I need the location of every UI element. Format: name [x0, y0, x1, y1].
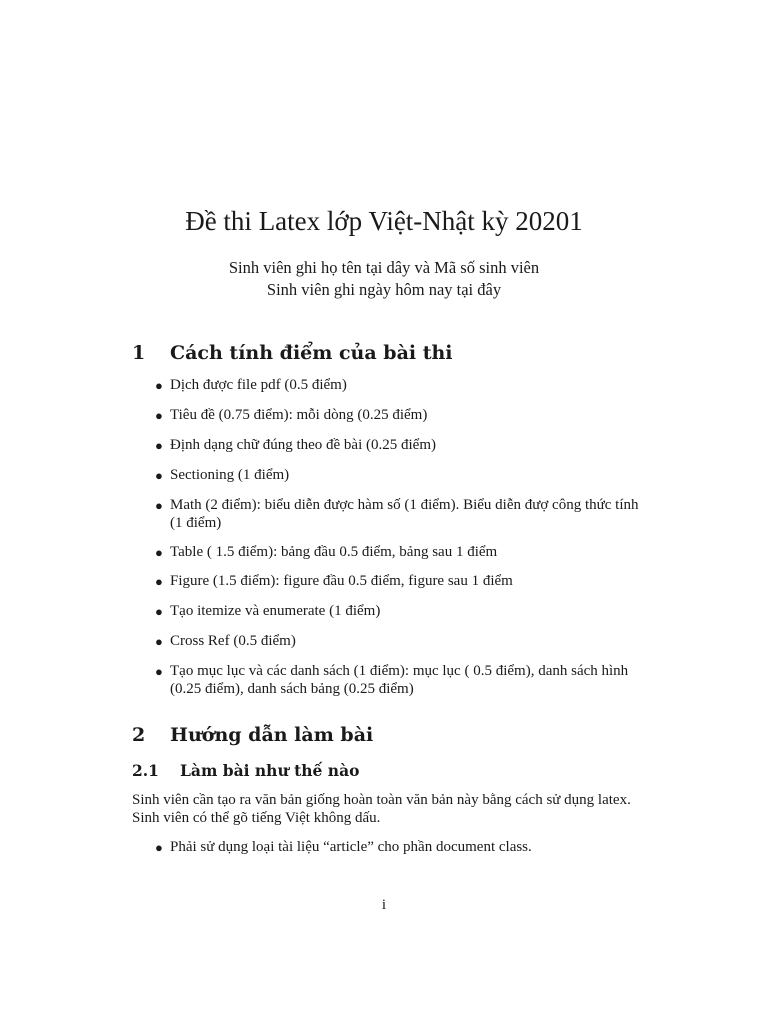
list-item — [155, 377, 645, 395]
section-title: Cách tính điểm của bài thi — [170, 342, 453, 364]
bullet-icon: ● — [155, 840, 163, 855]
section-title: Hướng dẫn làm bài — [170, 724, 374, 746]
bullet-icon: ● — [155, 604, 163, 619]
list-item — [155, 497, 645, 532]
bullet-icon: ● — [155, 468, 163, 483]
bullet-icon: ● — [155, 634, 163, 649]
list-item — [155, 437, 645, 455]
subsection-title: Làm bài như thế nào — [180, 761, 360, 780]
list-item-text: Table ( 1.5 điểm): bảng đầu 0.5 điểm, bảng sau 1 điểm — [170, 544, 498, 560]
bullet-icon: ● — [155, 378, 163, 393]
author-line-name: Sinh viên ghi họ tên tại dây và Mã số sinh viên — [228, 258, 540, 277]
author-line-date: Sinh viên ghi ngày hôm nay tại đây — [266, 280, 502, 299]
bullet-icon: ● — [155, 574, 163, 589]
list-item — [155, 663, 645, 698]
list-item-text: Định dạng chữ đúng theo đề bài (0.25 điểm) — [170, 437, 436, 453]
list-item-text: Tạo itemize và enumerate (1 điểm) — [170, 603, 381, 619]
section-number: 2 — [132, 724, 146, 746]
section-heading-1 — [132, 340, 453, 366]
bullet-icon: ● — [155, 498, 163, 513]
list-item — [155, 839, 645, 857]
list-item-text: Tạo mục lục và các danh sách (1 điểm): mục lục ( 0.5 điểm), danh sách hình (0.25 điểm), danh sách bảng (0.25 điểm) — [170, 663, 629, 697]
body-paragraph: Sinh viên cần tạo ra văn bản giống hoàn toàn văn bản này bằng cách sử dụng latex. Sinh viên có thể gõ tiếng Việt không dấu. — [132, 792, 631, 826]
list-item-text: Sectioning (1 điểm) — [170, 467, 290, 483]
subsection-number: 2.1 — [132, 761, 159, 780]
bullet-icon: ● — [155, 438, 163, 453]
bullet-icon: ● — [155, 408, 163, 423]
list-item — [155, 544, 645, 562]
bullet-icon: ● — [155, 664, 163, 679]
list-item — [155, 467, 645, 485]
list-item — [155, 603, 645, 621]
list-item-text: Phải sử dụng loại tài liệu “article” cho phần document class. — [170, 839, 532, 855]
list-item-text: Math (2 điểm): biểu diễn được hàm số (1 điểm). Biểu diễn đượ công thức tính (1 điểm) — [170, 497, 639, 531]
list-item-text: Tiêu đề (0.75 điểm): mỗi dòng (0.25 điểm) — [170, 407, 428, 423]
section-number: 1 — [132, 342, 146, 364]
page-number: i — [381, 897, 387, 913]
list-item-text: Dịch được file pdf (0.5 điểm) — [170, 377, 347, 393]
bullet-icon: ● — [155, 545, 163, 560]
section-heading-2 — [132, 722, 373, 748]
list-item-text: Figure (1.5 điểm): figure đầu 0.5 điểm, figure sau 1 điểm — [170, 573, 513, 589]
list-item — [155, 633, 645, 651]
list-item — [155, 407, 645, 425]
document-title: Đề thi Latex lớp Việt-Nhật kỳ 20201 — [185, 206, 583, 236]
list-item-text: Cross Ref (0.5 điểm) — [170, 633, 296, 649]
subsection-heading-2-1 — [132, 760, 359, 782]
list-item — [155, 573, 645, 591]
